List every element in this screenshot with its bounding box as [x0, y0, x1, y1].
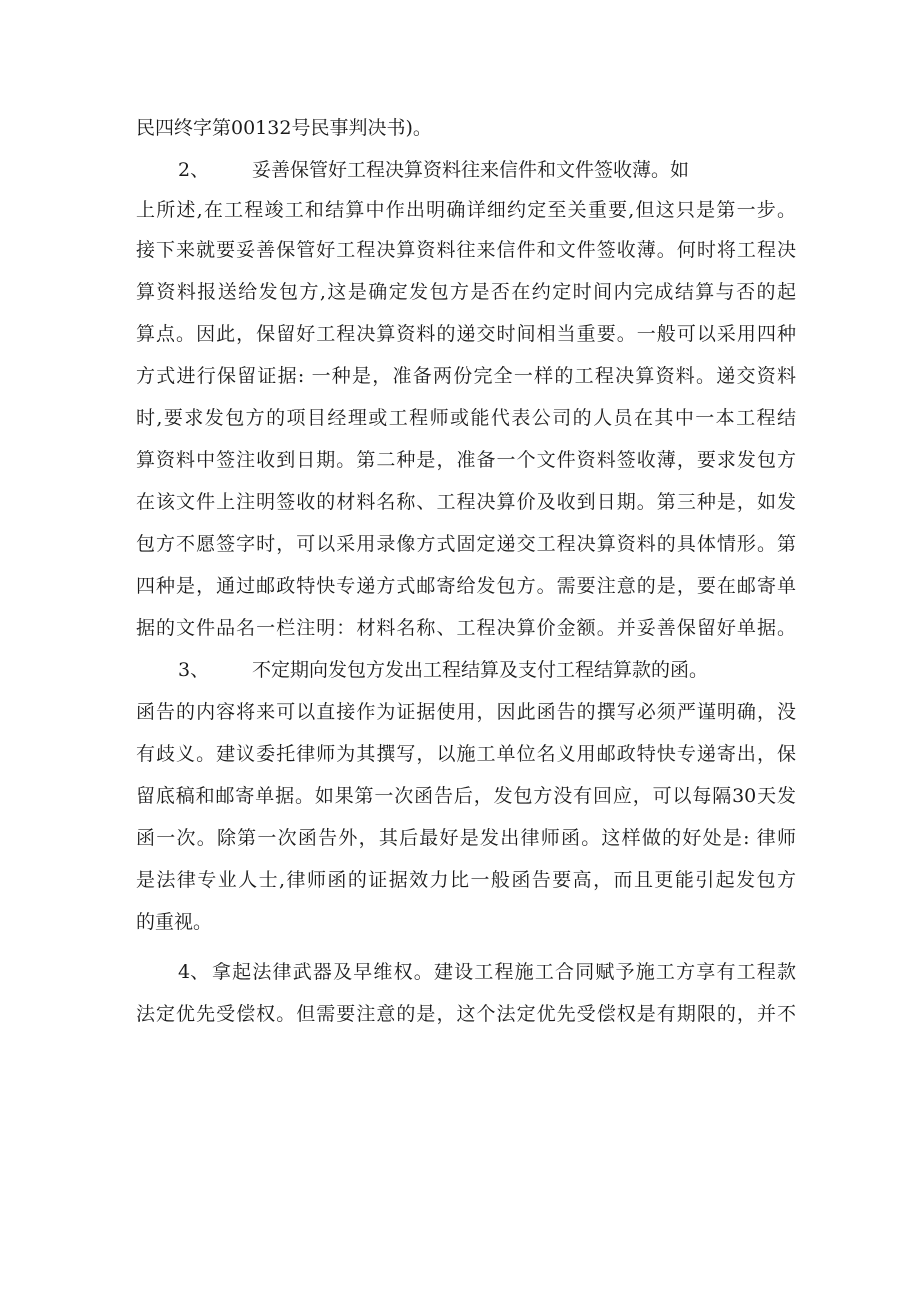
- section-3-line: 是法律专业人士,律师函的证据效力比一般函告要高，而且更能引起发包方: [136, 869, 796, 891]
- section-3-line: 的重视。: [136, 911, 213, 933]
- section-2-number: 2、: [178, 159, 210, 181]
- section-4-line: 法定优先受偿权。但需要注意的是，这个法定优先受偿权是有期限的，并不: [136, 1003, 796, 1025]
- section-4-heading: 拿起法律武器及早维权。建设工程施工合同赋予施工方享有工程款: [212, 961, 796, 983]
- section-2-heading: 妥善保管好工程决算资料往来信件和文件签收薄。如: [252, 159, 690, 181]
- section-2-line: 接下来就要妥善保管好工程决算资料往来信件和文件签收薄。何时将工程决: [136, 239, 796, 261]
- section-2-line: 算资料报送给发包方,这是确定发包方是否在约定时间内完成结算与否的起: [136, 281, 796, 303]
- section-3-line: 留底稿和邮寄单据。如果第一次函告后，发包方没有回应，可以每隔30天发: [136, 785, 796, 807]
- section-4-number: 4、: [178, 961, 210, 983]
- section-3-line: 函告的内容将来可以直接作为证据使用，因此函告的撰写必须严谨明确，没: [136, 701, 796, 723]
- section-2-line: 据的文件品名一栏注明：材料名称、工程决算价金额。并妥善保留好单据。: [136, 617, 796, 639]
- section-2-line: 算点。因此，保留好工程决算资料的递交时间相当重要。一般可以采用四种: [136, 323, 796, 345]
- intro-line: 民四终字第00132号民事判决书)。: [136, 117, 432, 139]
- section-2-line: 包方不愿签字时，可以采用录像方式固定递交工程决算资料的具体情形。第: [136, 533, 796, 555]
- section-2-line: 算资料中签注收到日期。第二种是，准备一个文件资料签收薄，要求发包方: [136, 449, 796, 471]
- section-3-heading: 不定期向发包方发出工程结算及支付工程结算款的函。: [252, 659, 709, 681]
- section-3-number: 3、: [178, 659, 210, 681]
- section-2-line: 时,要求发包方的项目经理或工程师或能代表公司的人员在其中一本工程结: [136, 407, 796, 429]
- section-3-line: 有歧义。建议委托律师为其撰写，以施工单位名义用邮政特快专递寄出，保: [136, 743, 796, 765]
- section-2-line: 四种是，通过邮政特快专递方式邮寄给发包方。需要注意的是，要在邮寄单: [136, 575, 796, 597]
- section-3-line: 函一次。除第一次函告外，其后最好是发出律师函。这样做的好处是: 律师: [136, 827, 796, 849]
- section-2-line: 在该文件上注明签收的材料名称、工程决算价及收到日期。第三种是，如发: [136, 491, 796, 513]
- section-2-line: 方式进行保留证据: 一种是，准备两份完全一样的工程决算资料。递交资料: [136, 365, 796, 387]
- section-2-line: 上所述,在工程竣工和结算中作出明确详细约定至关重要,但这只是第一步。: [136, 199, 796, 221]
